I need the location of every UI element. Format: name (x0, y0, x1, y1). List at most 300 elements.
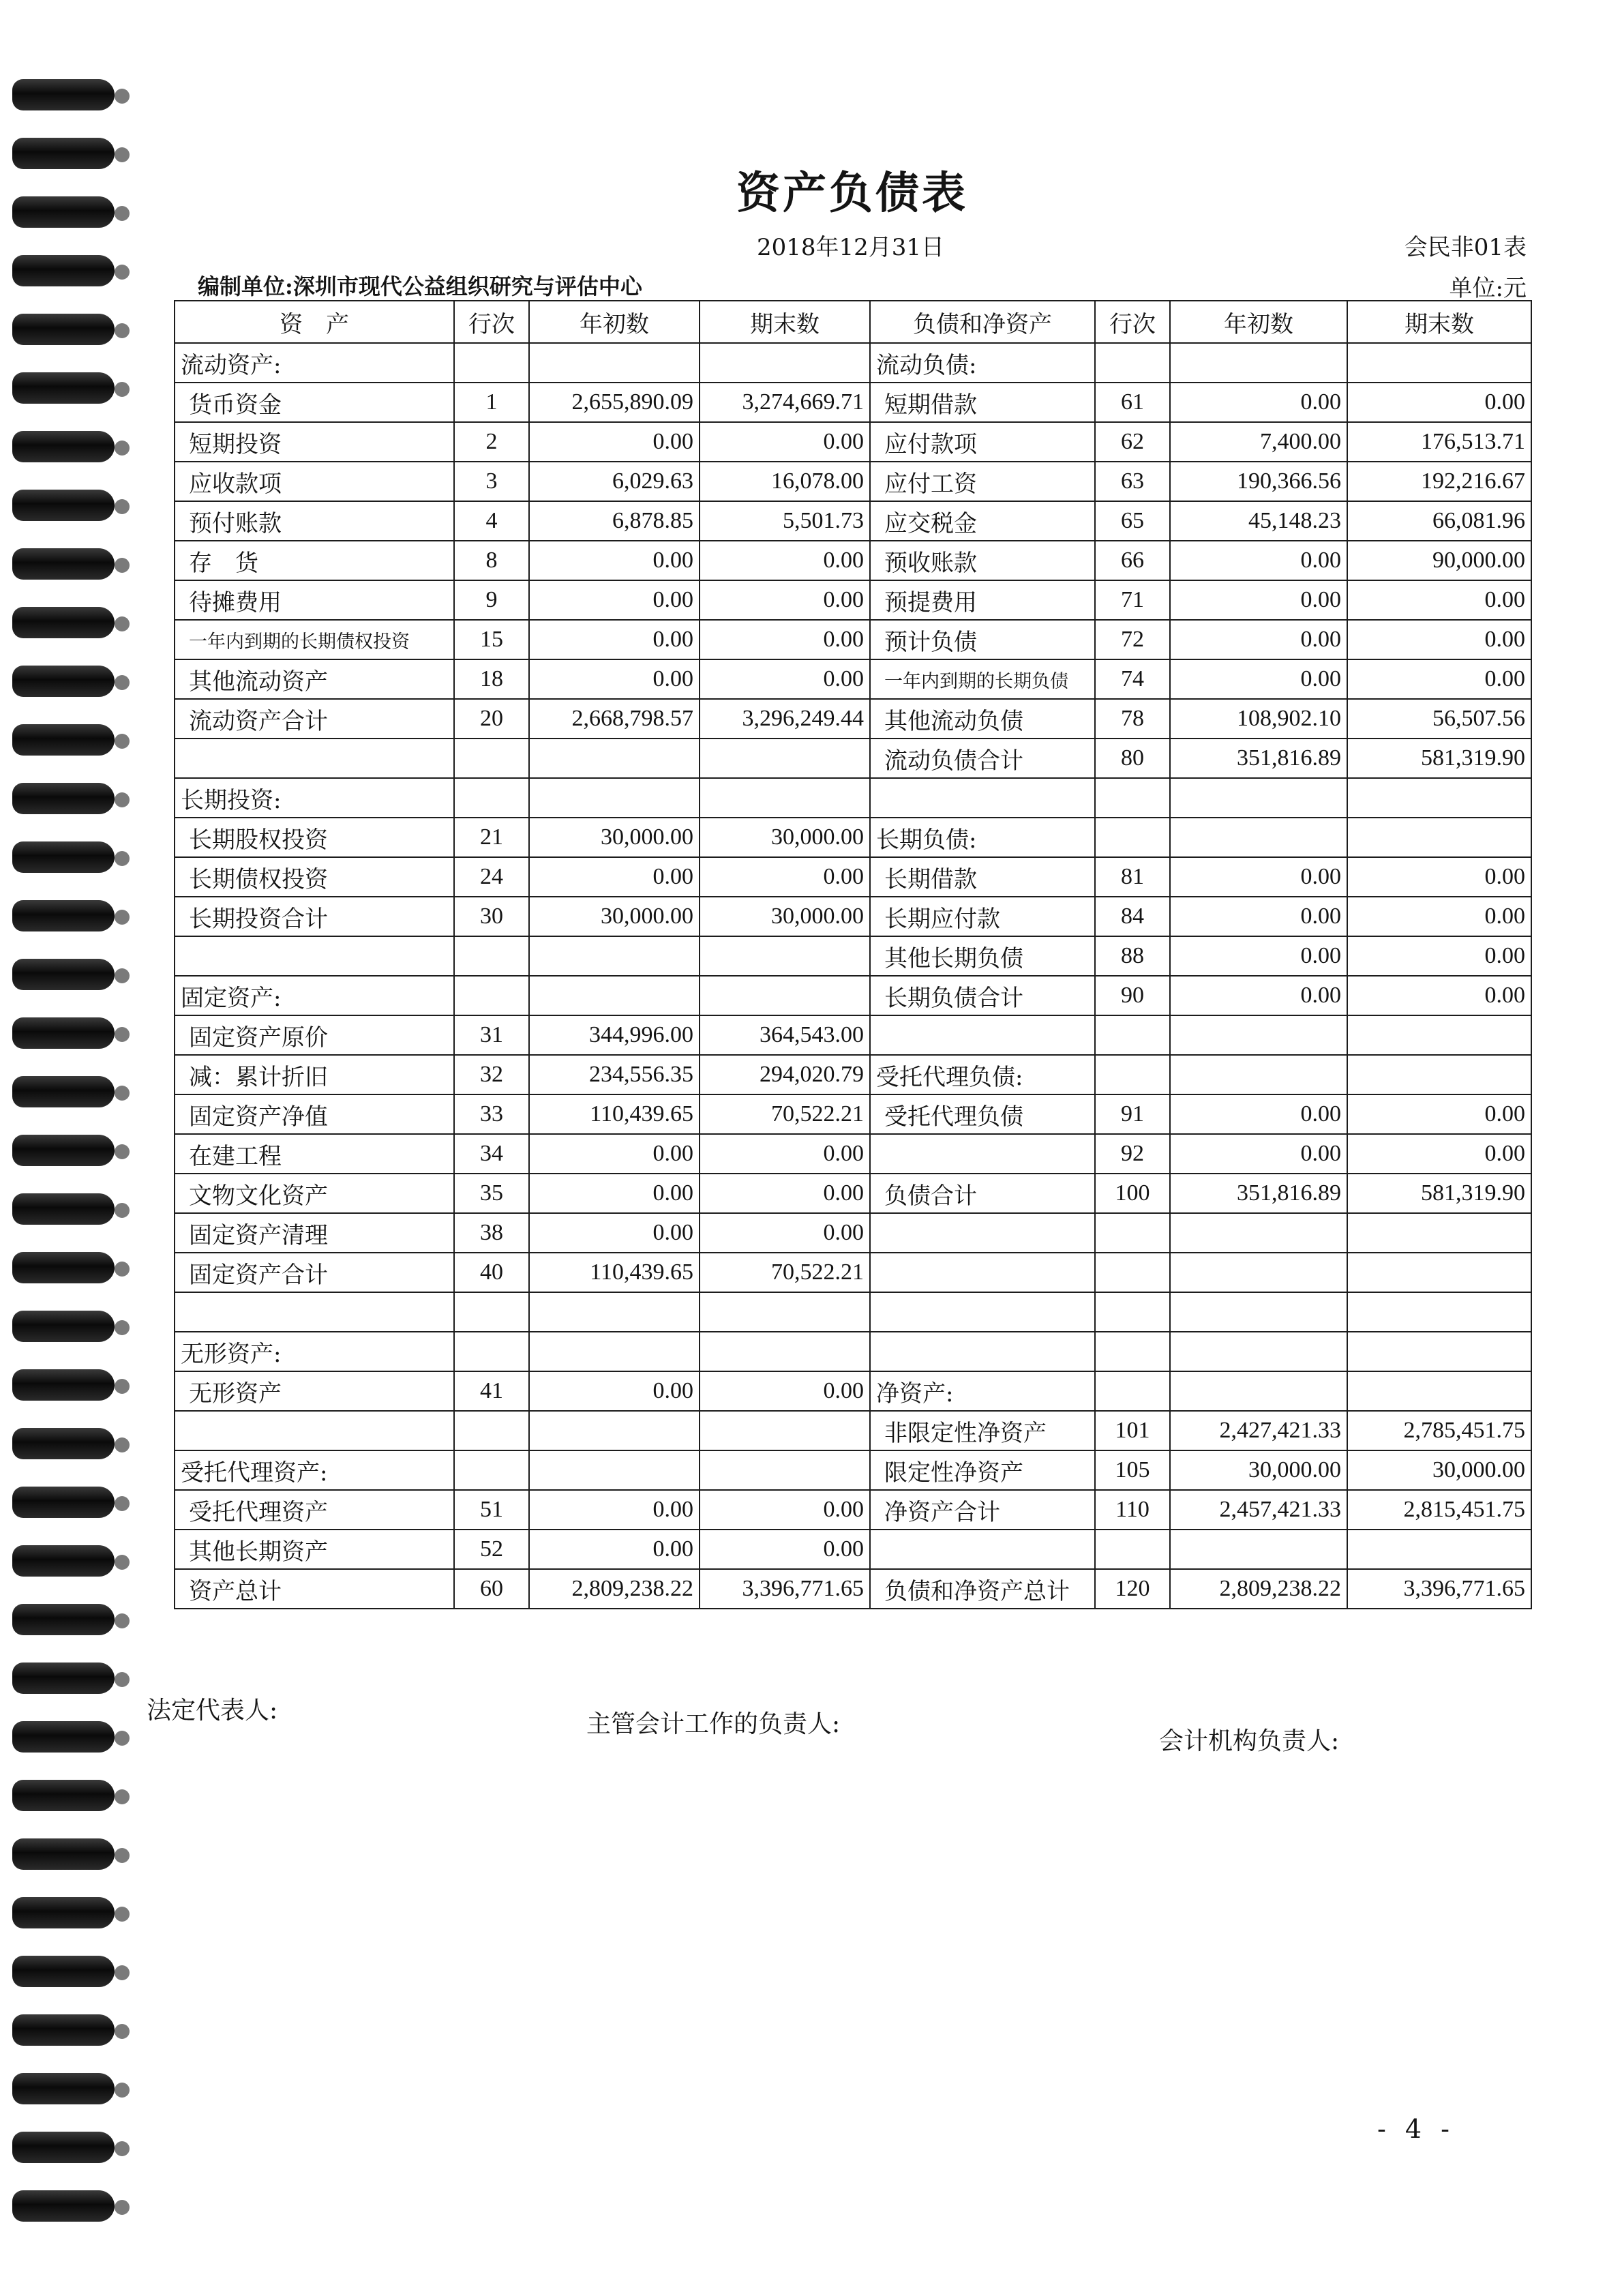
asset-line: 1 (454, 383, 529, 422)
asset-end (700, 936, 870, 976)
asset-begin: 0.00 (529, 1174, 700, 1213)
liability-line (1095, 1055, 1170, 1094)
asset-line (454, 1292, 529, 1332)
form-code: 会民非01表 (1404, 234, 1527, 261)
liability-begin (1170, 1213, 1347, 1253)
header-line-2: 行次 (1095, 301, 1170, 343)
asset-begin: 0.00 (529, 659, 700, 699)
liability-end (1347, 1055, 1531, 1094)
liability-begin: 0.00 (1170, 659, 1347, 699)
header-begin-2: 年初数 (1170, 301, 1347, 343)
asset-begin (529, 1332, 700, 1371)
table-row (175, 1411, 1531, 1450)
asset-line: 21 (454, 818, 529, 857)
asset-end: 0.00 (700, 1213, 870, 1253)
table-header-row (175, 301, 1531, 343)
table-row (175, 699, 1531, 739)
asset-name: 文物文化资产 (175, 1174, 454, 1213)
asset-line (454, 1411, 529, 1450)
asset-end: 3,396,771.65 (700, 1569, 870, 1609)
asset-line: 41 (454, 1371, 529, 1411)
asset-end: 0.00 (700, 857, 870, 897)
liability-begin (1170, 1253, 1347, 1292)
accounting-head-label: 主管会计工作的负责人: (586, 1710, 841, 1738)
asset-end (700, 976, 870, 1015)
liability-line: 71 (1095, 580, 1170, 620)
binding-ring (12, 1189, 115, 1232)
asset-name (175, 739, 454, 778)
asset-begin: 0.00 (529, 422, 700, 462)
liability-begin: 0.00 (1170, 1094, 1347, 1134)
asset-name: 无形资产 (175, 1371, 454, 1411)
liability-begin (1170, 778, 1347, 818)
binding-ring (12, 837, 115, 880)
asset-line: 35 (454, 1174, 529, 1213)
binding-ring (12, 2010, 115, 2053)
liability-line: 61 (1095, 383, 1170, 422)
liability-name: 其他长期负债 (870, 936, 1095, 976)
asset-name: 固定资产: (175, 976, 454, 1015)
organization-name: 编制单位:深圳市现代公益组织研究与评估中心 (198, 273, 642, 299)
liability-line: 120 (1095, 1569, 1170, 1609)
binding-ring (12, 75, 115, 117)
asset-end: 30,000.00 (700, 818, 870, 857)
table-row (175, 659, 1531, 699)
liability-begin: 0.00 (1170, 383, 1347, 422)
binding-ring (12, 1482, 115, 1525)
asset-end: 0.00 (700, 620, 870, 659)
asset-name (175, 1292, 454, 1332)
asset-end: 294,020.79 (700, 1055, 870, 1094)
liability-begin: 0.00 (1170, 620, 1347, 659)
table-row (175, 1569, 1531, 1609)
asset-end: 70,522.21 (700, 1253, 870, 1292)
liability-line: 100 (1095, 1174, 1170, 1213)
liability-name: 净资产合计 (870, 1490, 1095, 1530)
liability-name (870, 1332, 1095, 1371)
spiral-binding (0, 0, 130, 2296)
binding-ring (12, 1072, 115, 1114)
liability-begin: 190,366.56 (1170, 462, 1347, 501)
asset-end: 3,274,669.71 (700, 383, 870, 422)
liability-name: 负债和净资产总计 (870, 1569, 1095, 1609)
liability-line (1095, 1015, 1170, 1055)
liability-name: 应交税金 (870, 501, 1095, 541)
table-row (175, 739, 1531, 778)
header-asset: 资 产 (175, 301, 454, 343)
liability-name: 流动负债: (870, 343, 1095, 383)
liability-line (1095, 1292, 1170, 1332)
liability-name: 负债合计 (870, 1174, 1095, 1213)
asset-name: 应收款项 (175, 462, 454, 501)
liability-line (1095, 1253, 1170, 1292)
asset-end: 30,000.00 (700, 897, 870, 936)
asset-name: 固定资产合计 (175, 1253, 454, 1292)
asset-name: 长期股权投资 (175, 818, 454, 857)
header-end-2: 期末数 (1347, 301, 1531, 343)
asset-begin: 344,996.00 (529, 1015, 700, 1055)
header-liability: 负债和净资产 (870, 301, 1095, 343)
liability-line (1095, 343, 1170, 383)
liability-name: 受托代理负债 (870, 1094, 1095, 1134)
table-row (175, 541, 1531, 580)
asset-begin: 0.00 (529, 1134, 700, 1174)
asset-begin (529, 1411, 700, 1450)
table-row (175, 383, 1531, 422)
page-number: - 4 - (1377, 2114, 1456, 2144)
liability-name: 短期借款 (870, 383, 1095, 422)
table-row (175, 1134, 1531, 1174)
legal-representative-label: 法定代表人: (147, 1697, 278, 1725)
liability-name: 预提费用 (870, 580, 1095, 620)
asset-end: 0.00 (700, 541, 870, 580)
asset-name: 减：累计折旧 (175, 1055, 454, 1094)
header-line: 行次 (454, 301, 529, 343)
asset-line (454, 1332, 529, 1371)
liability-begin (1170, 818, 1347, 857)
liability-line (1095, 818, 1170, 857)
asset-line: 9 (454, 580, 529, 620)
asset-end (700, 343, 870, 383)
currency-unit: 单位:元 (1449, 275, 1527, 302)
asset-line (454, 343, 529, 383)
liability-end: 0.00 (1347, 620, 1531, 659)
asset-begin: 6,878.85 (529, 501, 700, 541)
page-title: 资产负债表 (736, 168, 968, 219)
table-row (175, 620, 1531, 659)
liability-begin (1170, 1530, 1347, 1569)
liability-line: 91 (1095, 1094, 1170, 1134)
asset-line: 8 (454, 541, 529, 580)
liability-name (870, 1292, 1095, 1332)
asset-begin: 0.00 (529, 1490, 700, 1530)
asset-line: 60 (454, 1569, 529, 1609)
binding-ring (12, 192, 115, 235)
liability-line: 90 (1095, 976, 1170, 1015)
binding-ring (12, 603, 115, 645)
asset-end: 0.00 (700, 422, 870, 462)
liability-line (1095, 1213, 1170, 1253)
liability-begin: 351,816.89 (1170, 739, 1347, 778)
header-begin: 年初数 (529, 301, 700, 343)
binding-ring (12, 1424, 115, 1466)
table-row (175, 1450, 1531, 1490)
binding-ring (12, 1131, 115, 1173)
asset-name: 短期投资 (175, 422, 454, 462)
asset-name: 受托代理资产: (175, 1450, 454, 1490)
asset-begin (529, 1292, 700, 1332)
asset-begin: 30,000.00 (529, 897, 700, 936)
liability-end (1347, 1253, 1531, 1292)
liability-begin: 351,816.89 (1170, 1174, 1347, 1213)
liability-end (1347, 1332, 1531, 1371)
asset-name: 货币资金 (175, 383, 454, 422)
liability-begin: 45,148.23 (1170, 501, 1347, 541)
table-row (175, 818, 1531, 857)
liability-name (870, 1015, 1095, 1055)
asset-line: 2 (454, 422, 529, 462)
liability-line: 101 (1095, 1411, 1170, 1450)
asset-name: 其他流动资产 (175, 659, 454, 699)
asset-name: 固定资产清理 (175, 1213, 454, 1253)
asset-begin: 6,029.63 (529, 462, 700, 501)
liability-name: 长期负债合计 (870, 976, 1095, 1015)
liability-end (1347, 1530, 1531, 1569)
liability-line: 105 (1095, 1450, 1170, 1490)
liability-line: 81 (1095, 857, 1170, 897)
liability-begin: 30,000.00 (1170, 1450, 1347, 1490)
asset-begin (529, 1450, 700, 1490)
asset-name: 资产总计 (175, 1569, 454, 1609)
asset-name: 一年内到期的长期债权投资 (175, 620, 454, 659)
asset-begin: 110,439.65 (529, 1253, 700, 1292)
table-row (175, 897, 1531, 936)
liability-end: 3,396,771.65 (1347, 1569, 1531, 1609)
liability-end (1347, 1015, 1531, 1055)
binding-ring (12, 955, 115, 997)
liability-end: 30,000.00 (1347, 1450, 1531, 1490)
asset-end (700, 1411, 870, 1450)
binding-ring (12, 1013, 115, 1056)
asset-line: 4 (454, 501, 529, 541)
binding-ring (12, 1776, 115, 1818)
asset-end (700, 739, 870, 778)
liability-name: 预计负债 (870, 620, 1095, 659)
asset-line (454, 739, 529, 778)
asset-end: 3,296,249.44 (700, 699, 870, 739)
asset-line: 18 (454, 659, 529, 699)
liability-begin (1170, 1371, 1347, 1411)
liability-line: 110 (1095, 1490, 1170, 1530)
liability-end: 176,513.71 (1347, 422, 1531, 462)
liability-end: 0.00 (1347, 857, 1531, 897)
liability-name: 预收账款 (870, 541, 1095, 580)
asset-name: 长期债权投资 (175, 857, 454, 897)
liability-line: 88 (1095, 936, 1170, 976)
liability-line: 63 (1095, 462, 1170, 501)
binding-ring (12, 1248, 115, 1290)
liability-begin: 2,809,238.22 (1170, 1569, 1347, 1609)
asset-line: 51 (454, 1490, 529, 1530)
asset-end (700, 1292, 870, 1332)
liability-end: 56,507.56 (1347, 699, 1531, 739)
table-row (175, 580, 1531, 620)
asset-end: 0.00 (700, 1174, 870, 1213)
asset-name: 在建工程 (175, 1134, 454, 1174)
liability-end (1347, 1292, 1531, 1332)
liability-line: 80 (1095, 739, 1170, 778)
table-row (175, 422, 1531, 462)
liability-end (1347, 1371, 1531, 1411)
binding-ring (12, 1893, 115, 1935)
liability-end: 90,000.00 (1347, 541, 1531, 580)
asset-name: 长期投资合计 (175, 897, 454, 936)
asset-begin: 2,655,890.09 (529, 383, 700, 422)
liability-end: 2,815,451.75 (1347, 1490, 1531, 1530)
liability-end: 581,319.90 (1347, 739, 1531, 778)
liability-name: 长期应付款 (870, 897, 1095, 936)
binding-ring (12, 1952, 115, 1994)
asset-begin: 110,439.65 (529, 1094, 700, 1134)
asset-begin: 2,668,798.57 (529, 699, 700, 739)
asset-end: 70,522.21 (700, 1094, 870, 1134)
liability-begin (1170, 1055, 1347, 1094)
asset-name: 流动资产: (175, 343, 454, 383)
liability-name: 应付款项 (870, 422, 1095, 462)
table-row (175, 462, 1531, 501)
asset-line: 20 (454, 699, 529, 739)
asset-begin (529, 739, 700, 778)
liability-line (1095, 1371, 1170, 1411)
binding-ring (12, 1541, 115, 1583)
asset-end (700, 778, 870, 818)
asset-name: 流动资产合计 (175, 699, 454, 739)
asset-begin: 0.00 (529, 541, 700, 580)
asset-line: 30 (454, 897, 529, 936)
liability-name: 限定性净资产 (870, 1450, 1095, 1490)
asset-line: 24 (454, 857, 529, 897)
binding-ring (12, 1717, 115, 1759)
asset-begin (529, 936, 700, 976)
liability-begin: 0.00 (1170, 936, 1347, 976)
liability-line: 72 (1095, 620, 1170, 659)
liability-end: 0.00 (1347, 976, 1531, 1015)
table-row (175, 1292, 1531, 1332)
asset-begin: 0.00 (529, 1213, 700, 1253)
asset-begin: 0.00 (529, 620, 700, 659)
asset-begin (529, 778, 700, 818)
binding-ring (12, 779, 115, 821)
liability-line: 65 (1095, 501, 1170, 541)
asset-line: 34 (454, 1134, 529, 1174)
balance-sheet-table (174, 300, 1532, 1609)
asset-begin: 0.00 (529, 1371, 700, 1411)
table-row (175, 343, 1531, 383)
liability-begin (1170, 1292, 1347, 1332)
table-row (175, 778, 1531, 818)
asset-begin: 0.00 (529, 580, 700, 620)
liability-name: 非限定性净资产 (870, 1411, 1095, 1450)
liability-end: 0.00 (1347, 659, 1531, 699)
liability-end (1347, 818, 1531, 857)
asset-begin: 2,809,238.22 (529, 1569, 700, 1609)
table-row (175, 1371, 1531, 1411)
liability-name (870, 1530, 1095, 1569)
asset-end: 5,501.73 (700, 501, 870, 541)
liability-end: 0.00 (1347, 1094, 1531, 1134)
liability-line: 84 (1095, 897, 1170, 936)
asset-name: 无形资产: (175, 1332, 454, 1371)
asset-end: 0.00 (700, 1530, 870, 1569)
asset-name: 存 货 (175, 541, 454, 580)
liability-line: 62 (1095, 422, 1170, 462)
binding-ring (12, 661, 115, 704)
asset-end: 364,543.00 (700, 1015, 870, 1055)
liability-name: 应付工资 (870, 462, 1095, 501)
liability-name: 其他流动负债 (870, 699, 1095, 739)
asset-end: 0.00 (700, 1134, 870, 1174)
binding-ring (12, 2186, 115, 2228)
binding-ring (12, 310, 115, 352)
asset-end: 0.00 (700, 1490, 870, 1530)
asset-name: 固定资产原价 (175, 1015, 454, 1055)
asset-name (175, 936, 454, 976)
liability-line: 78 (1095, 699, 1170, 739)
binding-ring (12, 486, 115, 528)
asset-line: 52 (454, 1530, 529, 1569)
binding-ring (12, 1600, 115, 1642)
asset-name: 受托代理资产 (175, 1490, 454, 1530)
binding-ring (12, 427, 115, 469)
liability-begin: 2,427,421.33 (1170, 1411, 1347, 1450)
asset-end (700, 1332, 870, 1371)
binding-ring (12, 1658, 115, 1701)
liability-end: 2,785,451.75 (1347, 1411, 1531, 1450)
liability-end: 0.00 (1347, 383, 1531, 422)
asset-line: 3 (454, 462, 529, 501)
table-row (175, 1530, 1531, 1569)
binding-ring (12, 1307, 115, 1349)
table-row (175, 857, 1531, 897)
liability-end: 192,216.67 (1347, 462, 1531, 501)
asset-line: 32 (454, 1055, 529, 1094)
asset-begin: 234,556.35 (529, 1055, 700, 1094)
asset-end: 0.00 (700, 580, 870, 620)
binding-ring (12, 1834, 115, 1877)
asset-name (175, 1411, 454, 1450)
asset-name: 待摊费用 (175, 580, 454, 620)
asset-name: 预付账款 (175, 501, 454, 541)
liability-name (870, 1134, 1095, 1174)
table-row (175, 1253, 1531, 1292)
binding-ring (12, 2128, 115, 2170)
liability-end: 0.00 (1347, 936, 1531, 976)
liability-line (1095, 1332, 1170, 1371)
liability-name: 净资产: (870, 1371, 1095, 1411)
binding-ring (12, 896, 115, 938)
liability-name: 长期借款 (870, 857, 1095, 897)
liability-line (1095, 778, 1170, 818)
asset-line (454, 936, 529, 976)
liability-end: 0.00 (1347, 897, 1531, 936)
accounting-dept-head-label: 会计机构负责人: (1159, 1727, 1340, 1755)
binding-ring (12, 720, 115, 762)
liability-name: 一年内到期的长期负债 (870, 659, 1095, 699)
asset-end: 0.00 (700, 659, 870, 699)
asset-line: 15 (454, 620, 529, 659)
binding-ring (12, 2069, 115, 2111)
table-row (175, 1055, 1531, 1094)
liability-line: 66 (1095, 541, 1170, 580)
liability-begin: 0.00 (1170, 976, 1347, 1015)
table-row (175, 1094, 1531, 1134)
asset-begin (529, 976, 700, 1015)
liability-end (1347, 343, 1531, 383)
asset-line: 38 (454, 1213, 529, 1253)
asset-begin: 0.00 (529, 857, 700, 897)
liability-begin: 0.00 (1170, 857, 1347, 897)
liability-name (870, 1213, 1095, 1253)
table-row (175, 1213, 1531, 1253)
table-row (175, 936, 1531, 976)
header-end: 期末数 (700, 301, 870, 343)
asset-end: 0.00 (700, 1371, 870, 1411)
liability-name: 流动负债合计 (870, 739, 1095, 778)
report-date: 2018年12月31日 (757, 234, 945, 261)
table-row (175, 1490, 1531, 1530)
liability-name (870, 778, 1095, 818)
liability-begin (1170, 343, 1347, 383)
